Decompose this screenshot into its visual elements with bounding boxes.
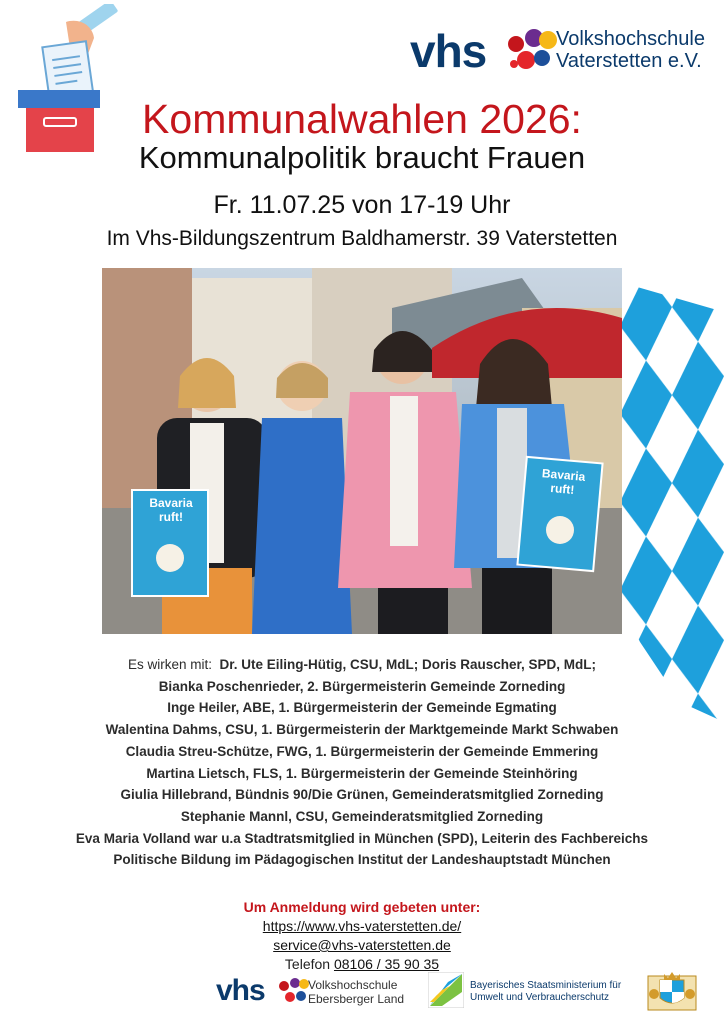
participants-line-2: Bianka Poschenrieder, 2. Bürgermeisterin Gemeinde Zorneding — [158, 678, 566, 694]
participants-line-7: Giulia Hillebrand, Bündnis 90/Die Grünen, Gemeinderatsmitglied Zorneding — [120, 787, 604, 803]
event-photo — [102, 268, 622, 634]
registration-email-link[interactable]: service@vhs-vaterstetten.de — [273, 937, 451, 953]
ministry-name — [470, 980, 621, 1004]
event-date: Fr. 11.07.25 von 17-19 Uhr — [213, 191, 511, 219]
footer-vhs-bubbles-icon — [278, 976, 310, 1006]
phone-label: Telefon — [284, 956, 334, 972]
participants-line-6: Martina Lietsch, FLS, 1. Bürgermeisterin der Gemeinde Steinhöring — [146, 765, 578, 781]
vhs-ebersberger-land-logo[interactable] — [216, 974, 416, 1010]
participants-list — [0, 654, 724, 871]
ministry-line-1: Bayerisches Staatsministerium für — [470, 980, 622, 991]
participants-line-3: Inge Heiler, ABE, 1. Bürgermeisterin der Gemeinde Egmating — [167, 700, 557, 716]
participants-line-8: Stephanie Mannl, CSU, Gemeinderatsmitglied Zorneding — [180, 808, 544, 824]
participants-line-1 — [0, 654, 724, 676]
registration-url-link[interactable]: https://www.vhs-vaterstetten.de/ — [262, 918, 462, 934]
registration-block — [0, 898, 724, 974]
footer-vhs-name — [308, 978, 404, 1006]
participants-line-9: Eva Maria Volland war u.a Stadtratsmitglied in München (SPD), Leiterin des Fachbereichs — [75, 830, 649, 846]
ministry-emblem-icon — [428, 972, 464, 1008]
sign-text-left: Bavaria ruft! — [149, 496, 193, 524]
registration-heading: Um Anmeldung wird gebeten unter: — [243, 899, 481, 915]
footer-vhs-line-2: Ebersberger Land — [308, 992, 405, 1006]
bavarian-coat-of-arms-icon — [646, 970, 698, 1012]
participants-line-1-text: Dr. Ute Eiling-Hütig, CSU, MdL; Doris Rauscher, SPD, MdL; — [219, 657, 597, 672]
vhs-logo-word: vhs — [410, 25, 487, 77]
event-venue: Im Vhs-Bildungszentrum Baldhamerstr. 39 Vaterstetten — [106, 227, 618, 250]
org-line-2: Vaterstetten e.V. — [556, 50, 702, 72]
org-line-1: Volkshochschule — [556, 28, 705, 50]
sign-text-right: Bavaria ruft! — [541, 466, 586, 497]
participants-line-4: Walentina Dahms, CSU, 1. Bürgermeisterin der Marktgemeinde Markt Schwaben — [105, 722, 619, 738]
vhs-org-name — [556, 28, 705, 72]
vhs-vaterstetten-logo[interactable] — [408, 26, 708, 82]
participants-line-5: Claudia Streu-Schütze, FWG, 1. Bürgermeisterin der Gemeinde Emmering — [125, 743, 599, 759]
ministry-line-2: Umwelt und Verbraucherschutz — [470, 992, 609, 1003]
event-subtitle: Kommunalpolitik braucht Frauen — [138, 140, 586, 175]
ministry-logo[interactable] — [428, 972, 638, 1012]
participants-lead: Es wirken mit: — [127, 657, 212, 672]
event-title: Kommunalwahlen 2026: — [142, 96, 582, 142]
footer-vhs-word: vhs — [216, 974, 265, 1007]
participants-line-10: Politische Bildung im Pädagogischen Institut der Landeshauptstadt München — [113, 852, 611, 868]
vhs-bubbles-icon — [506, 28, 558, 76]
phone-number[interactable]: 08106 / 35 90 35 — [333, 956, 440, 972]
footer-vhs-line-1: Volkshochschule — [308, 978, 398, 992]
